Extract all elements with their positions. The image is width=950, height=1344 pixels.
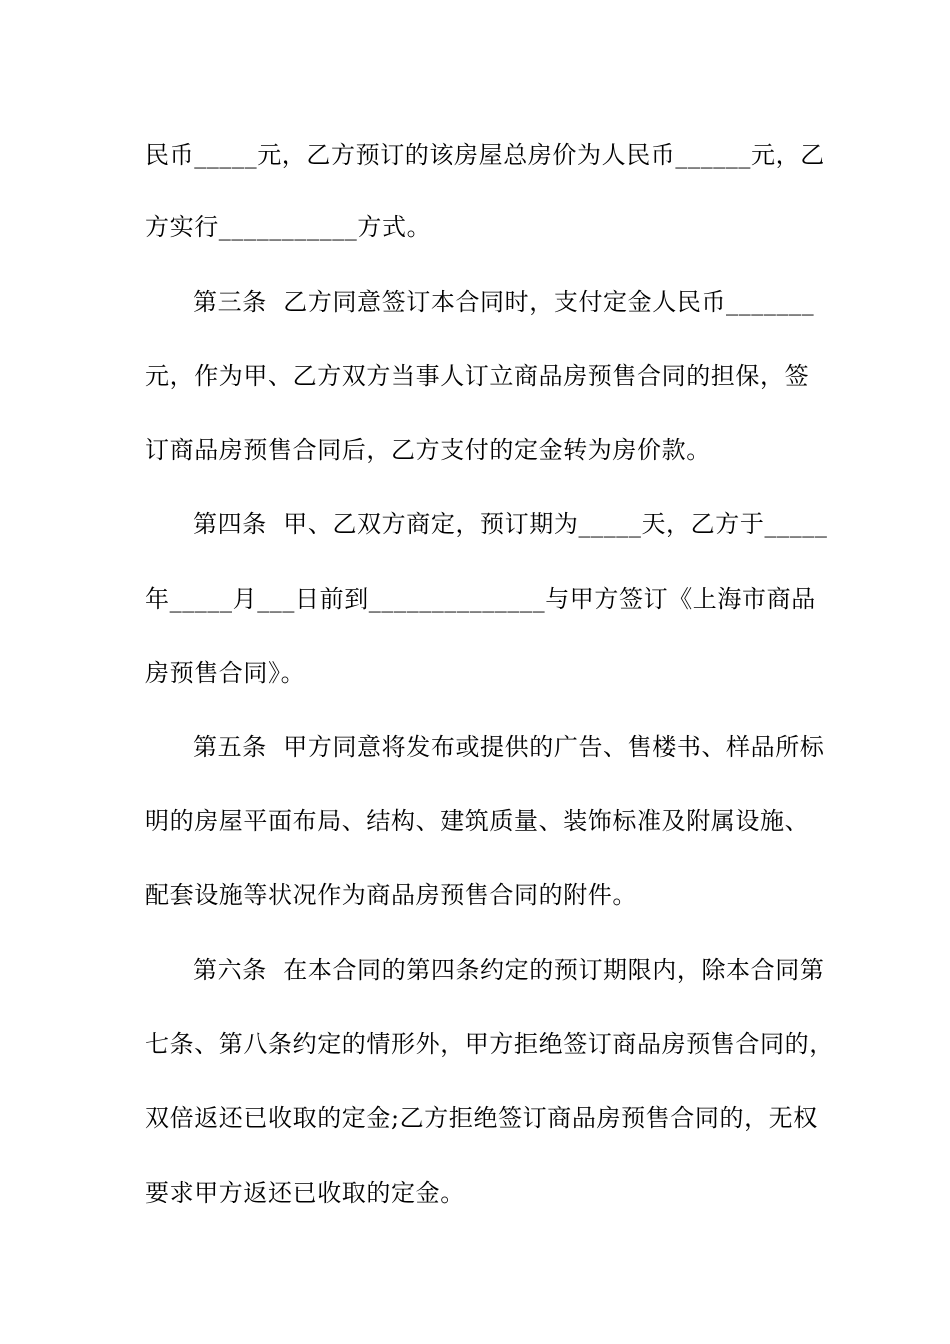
- text-line: 双倍返还已收取的定金;乙方拒绝签订商品房预售合同的，无权: [145, 1104, 818, 1132]
- clause-3-line: 第三条 乙方同意签订本合同时，支付定金人民币_______: [193, 288, 815, 316]
- text-line: 民币_____元，乙方预订的该房屋总房价为人民币______元，乙: [145, 141, 825, 169]
- clause-4-line: 第四条 甲、乙双方商定，预订期为_____天，乙方于_____: [193, 510, 828, 538]
- text-line: 要求甲方返还已收取的定金。: [145, 1179, 465, 1207]
- clause-6-line: 第六条 在本合同的第四条约定的预订期限内，除本合同第: [193, 956, 825, 984]
- text-line: 房预售合同》。: [145, 659, 306, 687]
- text-line: 明的房屋平面布局、结构、建筑质量、装饰标准及附属设施、: [145, 807, 810, 835]
- text-line: 配套设施等状况作为商品房预售合同的附件。: [145, 881, 637, 909]
- text-line: 年_____月___日前到______________与甲方签订《上海市商品: [145, 585, 816, 613]
- text-line: 方实行___________方式。: [145, 213, 432, 241]
- clause-5-line: 第五条 甲方同意将发布或提供的广告、售楼书、样品所标: [193, 733, 825, 761]
- text-line: 七条、第八条约定的情形外，甲方拒绝签订商品房预售合同的，: [145, 1030, 834, 1058]
- text-line: 元，作为甲、乙方双方当事人订立商品房预售合同的担保，签: [145, 362, 810, 390]
- text-line: 订商品房预售合同后，乙方支付的定金转为房价款。: [145, 436, 711, 464]
